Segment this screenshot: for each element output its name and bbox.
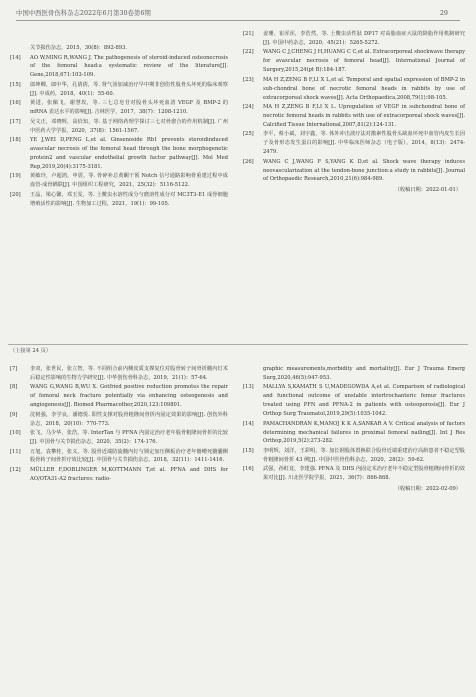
reference-text: 李明辉，刘洋，王彩明，等. 加长钢股体置换联合股骨近端重建治疗高龄患者不稳定型股骨粗隆间骨折 43 例[J]. 中国中医骨伤科杂志，2020，28(2)：59-62.	[263, 447, 465, 463]
reference-entry	[10, 81, 228, 99]
reference-text: 郎坤卿，郎中华，孔倩倩，等. 肾气汤加减治疗早中期非创伤性股骨头坏死的临床观察[J]. 中成药，2018，40(1)：55-60.	[30, 81, 228, 97]
reference-text: AO W,MING R,WANG J. The pathogenesis of steroid-induced osteonecrosis of the femoral head:a systematic review of the literature[J]. Gene,2018,671:103-109.	[30, 54, 228, 79]
reference-number: [25]	[243, 131, 254, 138]
reference-entry	[10, 118, 228, 136]
reference-number: [20]	[10, 191, 21, 198]
reference-entry	[10, 191, 228, 209]
reference-text: WANG C J,WANG F S,YANG K D,et al. Shock wave therapy induces neovascularization at the tendon-bone junction:a study in rabbits[J]. Journal of Orthopaedic Research,2010,21(6):984-989.	[263, 158, 465, 183]
journal-title: 中国中西医骨伤科杂志2022年6月第30卷第6期	[16, 9, 151, 17]
received-date: （收稿日期：2022-02-09）	[394, 486, 461, 493]
reference-number: [12]	[10, 466, 21, 473]
reference-entry	[10, 172, 228, 190]
continuation-note: （上接第 24 页）	[10, 348, 52, 354]
reference-text: 黄进，张佩飞，谢慧玫，等. 三七总皂苷对股骨头坏死血清 VEGF 及 BMP-2 的 mRNA 表达水平的影响[J]. 吉林医学，2017，38(7)：1208-1210.	[30, 100, 228, 116]
reference-number: [16]	[10, 100, 21, 107]
reference-entry	[243, 130, 465, 157]
reference-number: [21]	[243, 31, 254, 37]
reference-number: [22]	[243, 49, 254, 56]
reference-entry	[10, 466, 228, 484]
reference-number: [15]	[243, 447, 254, 454]
references-bottom-right	[243, 365, 465, 494]
reference-text: 姜珊，崔浑浑，李浩然，等. 土鳖虫活性肽 DP17 对高脂血症大鼠的降脂作用机制研究[J]. 中国中药杂志，2020，45(21)：5265-5272.	[263, 31, 465, 46]
reference-list	[243, 365, 465, 483]
reference-entry	[10, 429, 228, 447]
reference-number: [9]	[10, 411, 18, 418]
reference-number: [15]	[10, 81, 21, 88]
references-top-left	[10, 44, 228, 209]
reference-entry	[10, 411, 228, 429]
reference-entry	[243, 420, 465, 447]
reference-entry	[10, 99, 228, 117]
section-divider	[8, 344, 468, 345]
reference-number: [18]	[10, 137, 21, 144]
reference-number: [24]	[243, 104, 254, 111]
reference-number: [11]	[10, 448, 21, 455]
reference-number: [7]	[10, 366, 18, 372]
reference-entry	[10, 54, 228, 81]
reference-entry	[10, 365, 228, 383]
reference-text: 吴文正，邓晓辉，高恰知，等. 基于网络药理学探讨三七对骨愈合的作用机制[J]. 广州中医药大学学报，2020，37(8)：1561-1567.	[30, 118, 228, 134]
reference-number: [16]	[243, 466, 254, 473]
reference-text: WANG C J,CHENG J H,HUANG C C,et al. Extracorporeal shockwave therapy for avascular necrosis of femoral head[J]. International Journal of Surgery,2015,24(pt B):184-187.	[263, 49, 465, 74]
reference-text: 万旭，袁攀桂，张义，等. 股骨近端防旋髓内钉与锁定加压侧板治疗老年髂嵴死髓囊侧股骨转子间骨折疗效比较[J]. 中国骨与关节损伤杂志，2018，32(11)：1411-1416.	[30, 448, 228, 464]
reference-number	[10, 44, 30, 53]
reference-text: 王晶，梁心馨，邓玉雯，等. 土鳖虫水溶性成分与磨溶性成分对 MC3T3-E1 成骨细胞增殖活性的影响[J]. 生物加工过程，2021，19(1)：99-105.	[30, 191, 228, 207]
reference-number: [10]	[10, 430, 21, 437]
reference-entry	[10, 448, 228, 466]
reference-number: [14]	[10, 54, 21, 61]
received-date: （收稿日期：2022-01-01）	[394, 187, 461, 194]
reference-text: MA H Z,ZENG B F,LI X L,et al. Temporal and spatial expression of BMP-2 in sub-chondral bone of necrotic femoral heads in rabbits by use of extracorporeal shock waves[J]. Acta Orthopaedica,2008,79(1):98-105.	[263, 76, 465, 101]
reference-entry	[243, 365, 465, 383]
running-header	[16, 6, 460, 21]
reference-text: graphic measurements,morbidity and mortality[J]. Eur J Trauma Emerg Surg,2020,46(5):947-953.	[263, 366, 465, 381]
reference-entry	[243, 158, 465, 185]
reference-entry	[243, 76, 465, 103]
reference-entry	[243, 465, 465, 483]
reference-text: MÜLLER F,DOBLINGER M,KOTTMANN T,et al. PFNA and DHS for AO/OTA31-A2 fractures: radio-	[30, 466, 228, 482]
reference-text: 张飞，马少华，张浩，等. InterTan 与 PFNA 内固定治疗老年股骨粗隆间骨折的比较[J]. 中国骨与关节损伤杂志，2020，35(2)：174-176.	[30, 430, 228, 446]
references-top-right	[243, 30, 465, 195]
references-bottom-left	[10, 365, 228, 484]
reference-text: 李双，张世民，张立智，等. 不同组合前内侧皮质支撑复位对股骨转子间骨折髓内钉术后稳定性影响的生物力学研究[J]. 中华创伤骨科杂志，2019，21(1)：57-64.	[30, 366, 228, 381]
reference-number: [19]	[10, 173, 21, 180]
reference-text: 关节损伤杂志，2015，30(8)：892-893.	[30, 45, 128, 51]
reference-entry	[243, 383, 465, 419]
reference-number: [14]	[243, 420, 254, 427]
reference-text: 李平，蔡小斌，刘宇鑫，等. 体外冲击波疗法对激素性股骨头缺血坏死中血管内皮生长因子及骨形态发生蛋白的影响[J]. 中华临床医师杂志（电子版），2014，8(13)：2474-2479.	[263, 131, 465, 156]
reference-text: WANG G,WANG B,WU X. Gotfried positive reduction promotes the repair of femoral neck fracture potentially via enhancing osteogenesis and angiogenesis[J]. Biomed Pharmacother,2020,123:109801.	[30, 384, 228, 409]
reference-number: [17]	[10, 118, 21, 125]
reference-text: 沈树强，李学良，潘德悦. 阳性支撑对股骨粗隆间骨折内固定效果的影响[J]. 创伤外科杂志，2018，20(10)：770-773.	[30, 411, 228, 427]
reference-number: [13]	[243, 384, 254, 391]
reference-number: [8]	[10, 384, 18, 391]
reference-entry	[243, 48, 465, 75]
reference-number: [23]	[243, 76, 254, 83]
reference-number: [26]	[243, 158, 254, 165]
reference-number	[243, 365, 263, 383]
reference-entry	[10, 44, 228, 53]
reference-text: 黄敏玲，卢超鸿，申震，等. 骨碎补总黄酮干预 Notch 信号通路影响骨重建过程中成血管-成骨耦联[J]. 中国组织工程研究，2021，25(32)：5116-5122.	[30, 173, 228, 189]
reference-text: MALLYA S,KAMATH S U,MADEGOWDA A,et al. Comparison of radiological and functional outcome of unstable intertrochanteric femur fractures treated using PFN and PFNA-2 in patients with osteoporosis[J]. Eur J Orthop Surg Traumatol,2019,29(5):1035-1042.	[263, 384, 465, 418]
reference-text: MA H Z,ZENG B F,LI X L. Upregulation of VEGF in subchondral bone of necrotic femoral heads in rabbits with use of extracorporeal shock waves[J]. Calcified Tissue International,2007,81(2):124-131.	[263, 104, 465, 128]
reference-list	[243, 30, 465, 184]
page-number: 29	[439, 9, 448, 17]
reference-text: YE J,WEI D,PENG L,et al. Ginsenoside Rb1 prevents steroidinduced avascular necrosis of the femoral head through the bone morphogenetic protein2 and vascular endothelial growth factor pathway[J]. Mol Med Rep,2019,20(4):3175-3181.	[30, 137, 228, 170]
reference-entry	[10, 136, 228, 172]
reference-text: PAMACHANDRAN K,MANOJ K K A,SANKAR A V. Critical analysis of factors determining mechanical failures in proximal femoral nailing[J]. Int J Res Orthop,2019,5(2):273-282.	[263, 420, 465, 445]
reference-entry	[243, 103, 465, 130]
reference-entry	[243, 447, 465, 465]
reference-entry	[243, 30, 465, 48]
reference-text: 武强，孙虹竟，李建强. PFNA 及 DHS 内固定术治疗老年不稳定型股骨粗隆间骨折的效果对比[J]. 川北医学院学报，2021，36(7)：866-868.	[263, 466, 465, 482]
reference-entry	[10, 383, 228, 410]
